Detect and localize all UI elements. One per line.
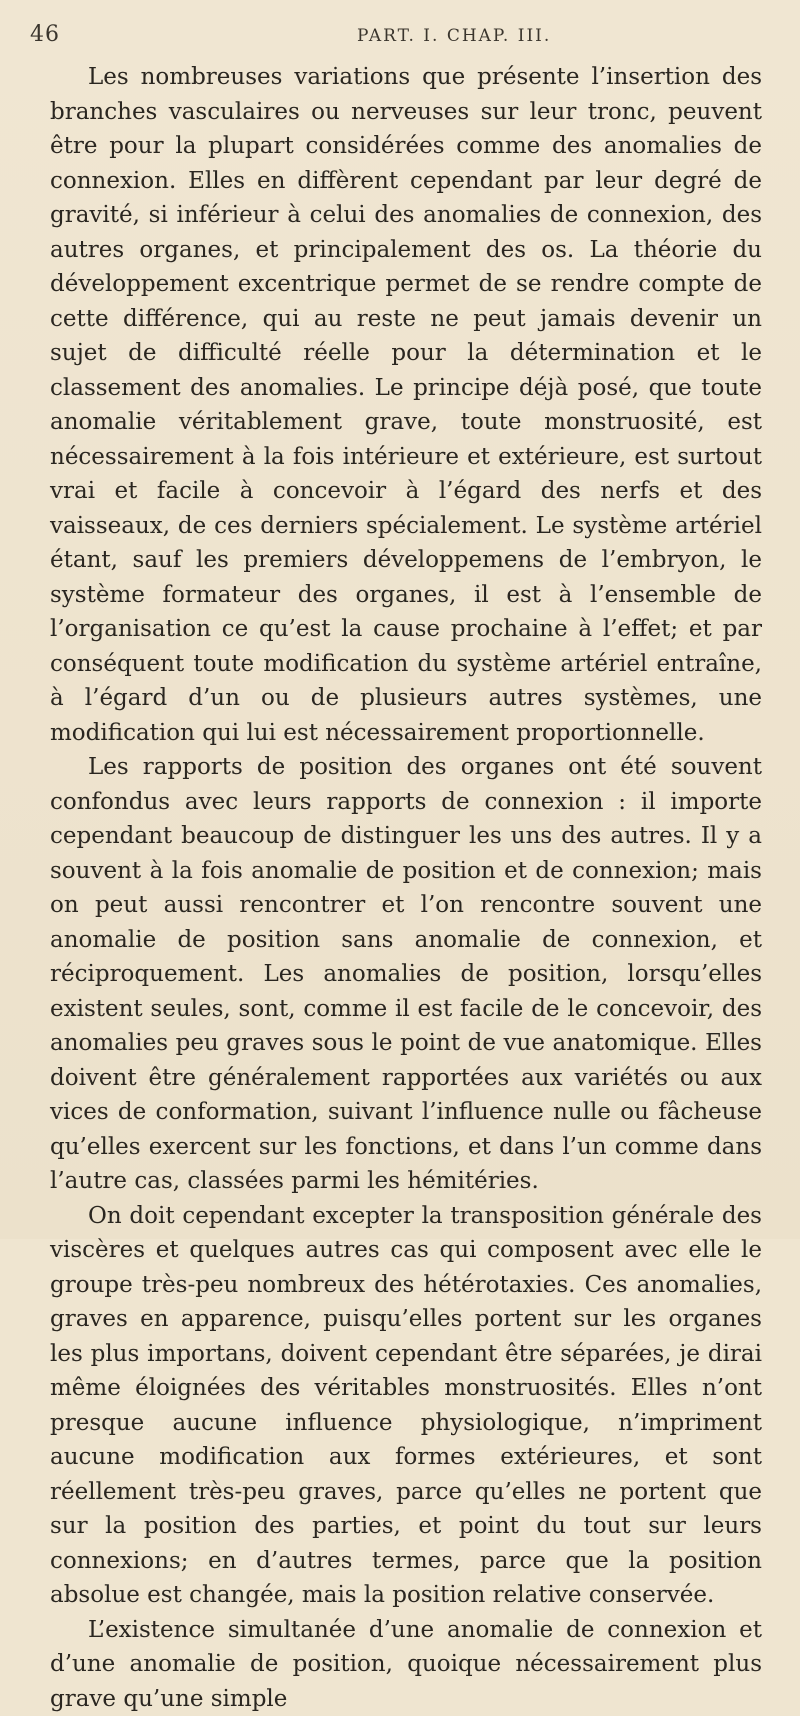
page-number: 46 [30, 22, 60, 47]
paragraph: Les nombreuses variations que présente l’insertion des branches vasculaires ou nerveuses sur leur tronc, peuvent être pour la plupart considérées comme des anomalies de connexion. Elles en diffèrent cependant par leur degré de gravité, si inférieur à celui des anomalies de connexion, des autres organes, et principalement des os. La théorie du développement excentrique permet de se rendre compte de cette différence, qui au reste ne peut jamais devenir un sujet de difficulté réelle pour la détermination et le classement des anomalies. Le principe déjà posé, que toute anomalie véritablement grave, toute monstruosité, est nécessairement à la fois intérieure et extérieure, est surtout vrai et facile à concevoir à l’égard des nerfs et des vaisseaux, de ces derniers spécialement. Le système artériel étant, sauf les premiers développemens de l’embryon, le système formateur des organes, il est à l’ensemble de l’organisation ce qu’est la cause prochaine à l’effet; et par conséquent toute modification du système artériel entraîne, à l’égard d’un ou de plusieurs autres systèmes, une modification qui lui est nécessairement proportionnelle. [50, 60, 762, 750]
running-title: PART. I. CHAP. III. [357, 26, 551, 46]
paragraph: On doit cependant excepter la transposition générale des viscères et quelques autres cas qui composent avec elle le groupe très-peu nombreux des hétérotaxies. Ces anomalies, graves en apparence, puisqu’elles portent sur les organes les plus importans, doivent cependant être séparées, je dirai même éloignées des véritables monstruosités. Elles n’ont presque aucune influence physiologique, n’impriment aucune modification aux formes extérieures, et sont réellement très-peu graves, parce qu’elles ne portent que sur la position des parties, et point du tout sur leurs connexions; en d’autres termes, parce que la position absolue est changée, mais la position relative conservée. [50, 1199, 762, 1613]
body-text [50, 60, 762, 1716]
running-head [30, 22, 760, 52]
paragraph: Les rapports de position des organes ont été souvent confondus avec leurs rapports de connexion : il importe cependant beaucoup de distinguer les uns des autres. Il y a souvent à la fois anomalie de position et de connexion; mais on peut aussi rencontrer et l’on rencontre souvent une anomalie de position sans anomalie de connexion, et réciproquement. Les anomalies de position, lorsqu’elles existent seules, sont, comme il est facile de le concevoir, des anomalies peu graves sous le point de vue anatomique. Elles doivent être généralement rapportées aux variétés ou aux vices de conformation, suivant l’influence nulle ou fâcheuse qu’elles exercent sur les fonctions, et dans l’un comme dans l’autre cas, classées parmi les hémitéries. [50, 750, 762, 1199]
paragraph: L’existence simultanée d’une anomalie de connexion et d’une anomalie de position, quoique nécessairement plus grave qu’une simple [50, 1613, 762, 1716]
